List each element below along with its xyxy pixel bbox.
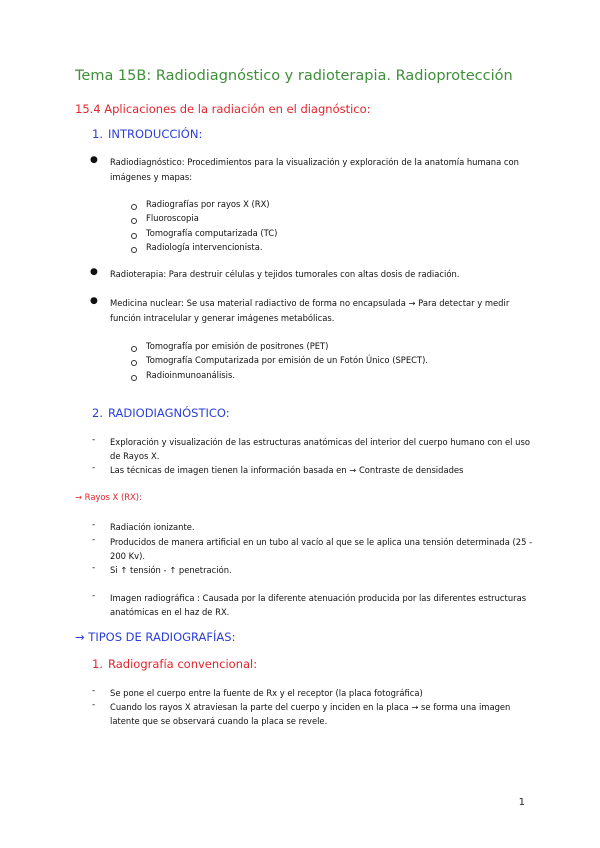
dash-bullet: - — [92, 520, 96, 530]
medicina-nuclear-line1: Medicina nuclear: Se usa material radiactivo de forma no encapsulada → Para detectar y medir — [110, 298, 510, 308]
convencional-item: Se pone el cuerpo entre la fuente de Rx y el receptor (la placa fotográfica) — [110, 688, 423, 698]
circle-bullet — [131, 360, 137, 366]
rx-item: Producidos de manera artificial en un tubo al vacío al que se le aplica una tensión determinada (25 - — [110, 537, 533, 547]
rx-item-cont: 200 Kv). — [110, 551, 146, 561]
section-subtitle: 15.4 Aplicaciones de la radiación en el diagnóstico: — [75, 102, 371, 116]
section-2-heading: RADIODIAGNÓSTICO: — [108, 406, 230, 420]
rx-item-cont: anatómicas en el haz de RX. — [110, 607, 230, 617]
convencional-item-cont: latente que se observará cuando la placa se revele. — [110, 716, 328, 726]
rx-item: Si ↑ tensión - ↑ penetración. — [110, 565, 232, 575]
subsection-number: 1. — [92, 657, 103, 671]
bullet-dot: ● — [90, 267, 98, 277]
dash-bullet: - — [92, 563, 96, 573]
convencional-item: Cuando los rayos X atraviesan la parte del cuerpo y inciden en la placa → se forma una imagen — [110, 702, 511, 712]
section-1-number: 1. — [92, 127, 103, 141]
section-2-number: 2. — [92, 406, 103, 420]
section-1-heading: INTRODUCCIÓN: — [108, 127, 203, 141]
dash-bullet: - — [92, 535, 96, 545]
radiografia-convencional-heading: Radiografía convencional: — [108, 657, 258, 671]
radiodiagnostico-desc-line1: Exploración y visualización de las estructuras anatómicas del interior del cuerpo humano con el uso — [110, 437, 530, 447]
rx-item: Imagen radiográfica : Causada por la diferente atenuación producida por las diferentes estructuras — [110, 593, 527, 603]
tipos-radiografias-heading: → TIPOS DE RADIOGRAFÍAS: — [75, 630, 236, 644]
dash-bullet: - — [92, 435, 96, 445]
dash-bullet: - — [92, 686, 96, 696]
radiodiagnostico-line1: Radiodiagnóstico: Procedimientos para la visualización y exploración de la anatomía humana con — [110, 157, 519, 167]
sublist-item: Tomografía computarizada (TC) — [146, 228, 278, 238]
circle-bullet — [131, 247, 137, 253]
dash-bullet: - — [92, 463, 96, 473]
circle-bullet — [131, 375, 137, 381]
sublist-item: Fluoroscopia — [146, 213, 199, 223]
dash-bullet: - — [92, 700, 96, 710]
page-title: Tema 15B: Radiodiagnóstico y radioterapia. Radioprotección — [75, 68, 513, 84]
radiodiagnostico-line2: imágenes y mapas: — [110, 172, 193, 182]
dash-bullet: - — [92, 591, 96, 601]
circle-bullet — [131, 233, 137, 239]
radioterapia-text: Radioterapia: Para destruir células y tejidos tumorales con altas dosis de radiación. — [110, 269, 460, 279]
sublist-item: Radiografías por rayos X (RX) — [146, 199, 270, 209]
sublist-item: Radioinmunoanálisis. — [146, 370, 236, 380]
sublist-item: Tomografía Computarizada por emisión de un Fotón Único (SPECT). — [146, 355, 429, 365]
bullet-dot: ● — [90, 296, 98, 306]
tecnicas-imagen-text: Las técnicas de imagen tienen la información basada en → Contraste de densidades — [110, 465, 464, 475]
sublist-item: Radiología intervencionista. — [146, 242, 263, 252]
bullet-dot: ● — [90, 155, 98, 165]
page-number: 1 — [518, 797, 525, 808]
circle-bullet — [131, 218, 137, 224]
rayos-x-heading: → Rayos X (RX): — [75, 492, 142, 502]
radiodiagnostico-desc-line2: de Rayos X. — [110, 451, 160, 461]
medicina-nuclear-line2: función intracelular y generar imágenes metabólicas. — [110, 313, 335, 323]
circle-bullet — [131, 204, 137, 210]
rx-item: Radiación ionizante. — [110, 522, 195, 532]
circle-bullet — [131, 346, 137, 352]
sublist-item: Tomografía por emisión de positrones (PET) — [146, 341, 329, 351]
